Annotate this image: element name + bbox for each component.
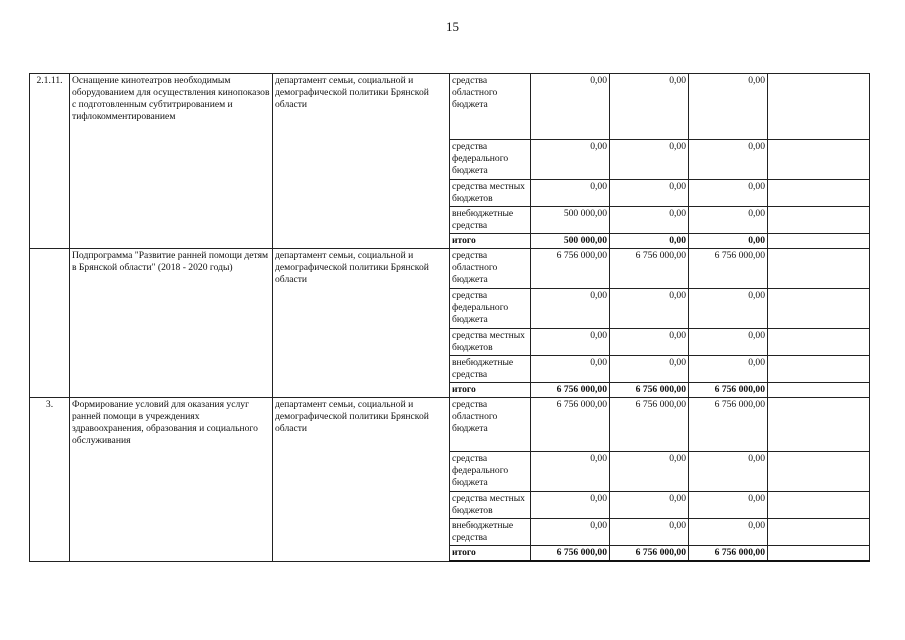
amount-2: 0,00 <box>610 492 689 519</box>
amount-1: 0,00 <box>531 180 610 207</box>
amount-4 <box>768 383 870 398</box>
amount-1: 500 000,00 <box>531 234 610 249</box>
amount-4 <box>768 74 870 140</box>
amount-2: 0,00 <box>610 356 689 383</box>
item-executor: департамент семьи, социальной и демографической политики Брянской области <box>273 74 450 249</box>
amount-2: 0,00 <box>610 74 689 140</box>
funding-source: средства областного бюджета <box>450 398 531 452</box>
amount-1: 0,00 <box>531 74 610 140</box>
amount-2: 0,00 <box>610 207 689 234</box>
amount-1: 0,00 <box>531 289 610 329</box>
table-row <box>30 74 870 140</box>
item-name: Оснащение кинотеатров необходимым оборудованием для осуществления кинопоказов с подготовленным субтитрированием и тифлокомментированием <box>70 74 273 249</box>
amount-3: 0,00 <box>689 452 768 492</box>
funding-source: средства местных бюджетов <box>450 180 531 207</box>
funding-source: внебюджетные средства <box>450 207 531 234</box>
amount-1: 6 756 000,00 <box>531 546 610 562</box>
funding-source: средства местных бюджетов <box>450 329 531 356</box>
funding-source: итого <box>450 546 531 562</box>
amount-4 <box>768 519 870 546</box>
amount-2: 0,00 <box>610 519 689 546</box>
item-executor: департамент семьи, социальной и демографической политики Брянской области <box>273 249 450 398</box>
amount-1: 0,00 <box>531 140 610 180</box>
amount-4 <box>768 452 870 492</box>
amount-2: 0,00 <box>610 329 689 356</box>
amount-1: 6 756 000,00 <box>531 383 610 398</box>
item-name: Подпрограмма "Развитие ранней помощи детям в Брянской области" (2018 - 2020 годы) <box>70 249 273 398</box>
item-code: 3. <box>30 398 70 562</box>
amount-4 <box>768 180 870 207</box>
amount-4 <box>768 356 870 383</box>
amount-2: 6 756 000,00 <box>610 383 689 398</box>
amount-4 <box>768 249 870 289</box>
item-code: 2.1.11. <box>30 74 70 249</box>
page-number: 15 <box>446 19 459 34</box>
amount-2: 6 756 000,00 <box>610 249 689 289</box>
amount-3: 0,00 <box>689 140 768 180</box>
amount-2: 0,00 <box>610 180 689 207</box>
amount-3: 0,00 <box>689 207 768 234</box>
amount-3: 6 756 000,00 <box>689 383 768 398</box>
amount-4 <box>768 492 870 519</box>
amount-4 <box>768 140 870 180</box>
amount-1: 0,00 <box>531 519 610 546</box>
amount-3: 0,00 <box>689 234 768 249</box>
funding-source: средства федерального бюджета <box>450 140 531 180</box>
amount-2: 0,00 <box>610 289 689 329</box>
amount-3: 6 756 000,00 <box>689 249 768 289</box>
item-code <box>30 249 70 398</box>
amount-2: 0,00 <box>610 140 689 180</box>
amount-3: 6 756 000,00 <box>689 546 768 562</box>
amount-2: 6 756 000,00 <box>610 546 689 562</box>
funding-source: средства местных бюджетов <box>450 492 531 519</box>
amount-3: 0,00 <box>689 519 768 546</box>
amount-4 <box>768 398 870 452</box>
table-body <box>30 74 870 562</box>
funding-source: средства федерального бюджета <box>450 452 531 492</box>
amount-2: 6 756 000,00 <box>610 398 689 452</box>
funding-source: внебюджетные средства <box>450 519 531 546</box>
amount-4 <box>768 234 870 249</box>
funding-source: итого <box>450 383 531 398</box>
amount-3: 0,00 <box>689 180 768 207</box>
funding-source: средства областного бюджета <box>450 74 531 140</box>
amount-1: 6 756 000,00 <box>531 398 610 452</box>
amount-3: 0,00 <box>689 492 768 519</box>
amount-3: 0,00 <box>689 289 768 329</box>
funding-source: внебюджетные средства <box>450 356 531 383</box>
item-name: Формирование условий для оказания услуг ранней помощи в учреждениях здравоохранения, образования и социального обслуживания <box>70 398 273 562</box>
amount-3: 0,00 <box>689 74 768 140</box>
amount-2: 0,00 <box>610 452 689 492</box>
funding-source: итого <box>450 234 531 249</box>
funding-source: средства областного бюджета <box>450 249 531 289</box>
amount-3: 0,00 <box>689 329 768 356</box>
amount-4 <box>768 207 870 234</box>
budget-table <box>29 73 870 562</box>
amount-4 <box>768 289 870 329</box>
amount-4 <box>768 329 870 356</box>
amount-1: 6 756 000,00 <box>531 249 610 289</box>
amount-1: 0,00 <box>531 356 610 383</box>
amount-1: 500 000,00 <box>531 207 610 234</box>
amount-1: 0,00 <box>531 492 610 519</box>
amount-1: 0,00 <box>531 452 610 492</box>
amount-1: 0,00 <box>531 329 610 356</box>
amount-2: 0,00 <box>610 234 689 249</box>
table-row <box>30 398 870 452</box>
funding-source: средства федерального бюджета <box>450 289 531 329</box>
item-executor: департамент семьи, социальной и демографической политики Брянской области <box>273 398 450 562</box>
table-row <box>30 249 870 289</box>
amount-3: 6 756 000,00 <box>689 398 768 452</box>
amount-3: 0,00 <box>689 356 768 383</box>
amount-4 <box>768 546 870 562</box>
